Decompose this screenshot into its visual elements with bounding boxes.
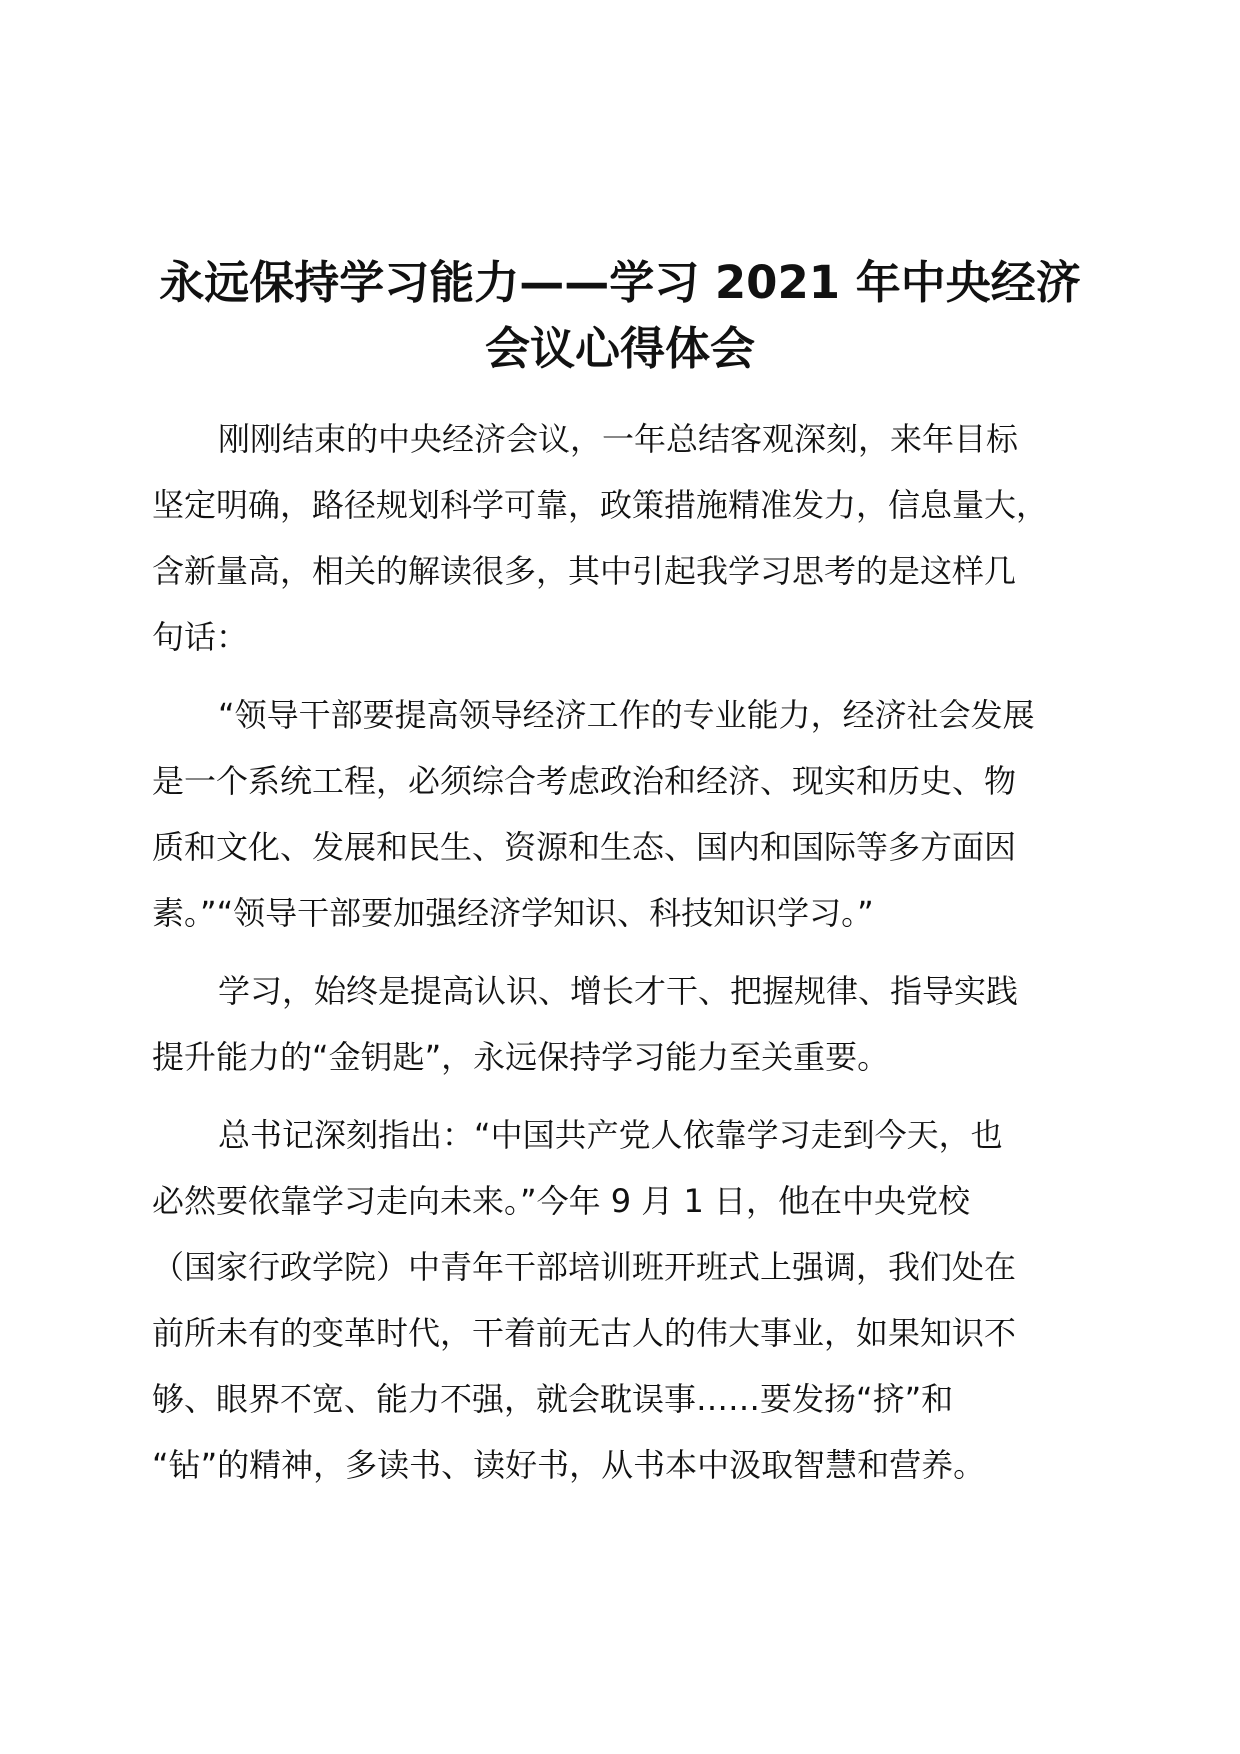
paragraph-line: 提升能力的“金钥匙”，永远保持学习能力至关重要。 [152, 1038, 890, 1076]
paragraph-line: 刚刚结束的中央经济会议，一年总结客观深刻，来年目标 [218, 420, 1019, 458]
paragraph-line: “钻”的精神，多读书、读好书，从书本中汲取智慧和营养。 [152, 1446, 986, 1484]
paragraph-line: 必然要依靠学习走向未来。”今年 9 月 1 日，他在中央党校 [152, 1182, 970, 1220]
paragraph-line: 是一个系统工程，必须综合考虑政治和经济、现实和历史、物 [152, 762, 1017, 800]
paragraph-gap [152, 1090, 1112, 1102]
paragraph-line: 句话： [152, 618, 249, 656]
paragraph-line: “领导干部要提高领导经济工作的专业能力，经济社会发展 [218, 696, 1035, 734]
paragraph-line: 素。”“领导干部要加强经济学知识、科技知识学习。” [152, 894, 874, 932]
document-title [150, 250, 1090, 382]
paragraph-3 [152, 958, 1112, 1090]
paragraph-line: 坚定明确，路径规划科学可靠，政策措施精准发力，信息量大， [152, 486, 1049, 524]
paragraph-2 [152, 682, 1112, 946]
paragraph-1 [152, 406, 1112, 670]
paragraph-line: 总书记深刻指出：“中国共产党人依靠学习走到今天，也 [218, 1116, 1003, 1154]
paragraph-gap [152, 946, 1112, 958]
paragraph-gap [152, 670, 1112, 682]
paragraph-4 [152, 1102, 1112, 1498]
paragraph-line: 学习，始终是提高认识、增长才干、把握规律、指导实践 [218, 972, 1019, 1010]
title-line: 永远保持学习能力——学习 2021 年中央经济 [159, 256, 1081, 309]
title-line: 会议心得体会 [484, 322, 755, 375]
paragraph-line: 含新量高，相关的解读很多，其中引起我学习思考的是这样几 [152, 552, 1017, 590]
paragraph-line: 前所未有的变革时代，干着前无古人的伟大事业，如果知识不 [152, 1314, 1017, 1352]
paragraph-line: 质和文化、发展和民生、资源和生态、国内和国际等多方面因 [152, 828, 1017, 866]
paragraph-line: 够、眼界不宽、能力不强，就会耽误事……要发扬“挤”和 [152, 1380, 954, 1418]
document-body [152, 406, 1112, 1498]
paragraph-line: （国家行政学院）中青年干部培训班开班式上强调，我们处在 [152, 1248, 1017, 1286]
